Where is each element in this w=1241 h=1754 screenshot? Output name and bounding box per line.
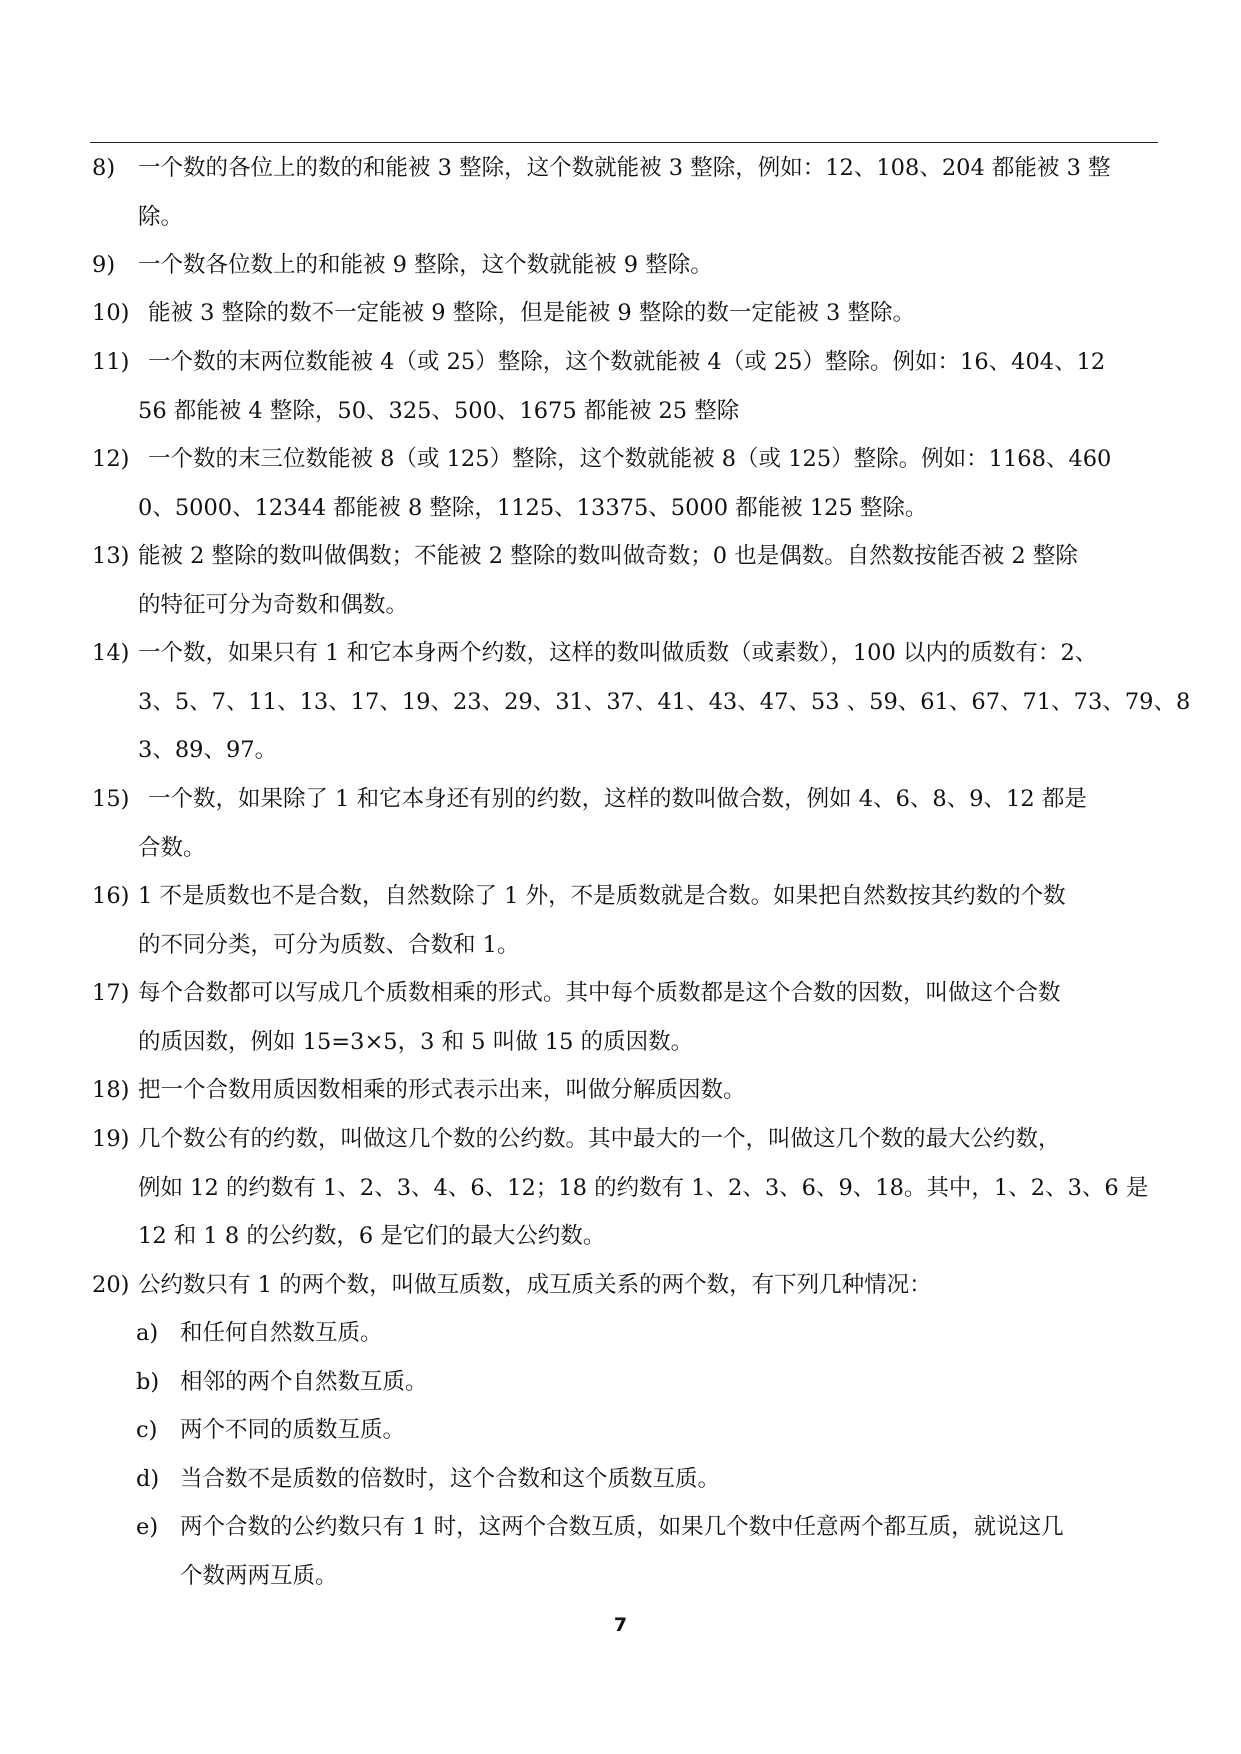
list-item-15 [92,775,1160,872]
item-text: 合数。 [138,834,206,861]
item-number: 18) [92,1077,130,1103]
sub-item-d [136,1455,1156,1503]
item-text: 3、89、97。 [138,737,278,763]
item-text: 把一个合数用质因数相乘的形式表示出来，叫做分解质因数。 [138,1077,746,1103]
item-text: 的特征可分为奇数和偶数。 [138,591,409,618]
item-number: 10) [92,300,130,326]
sub-item-text: 当合数不是质数的倍数时，这个合数和这个质数互质。 [180,1466,721,1492]
item-text: 1 不是质数也不是合数，自然数除了 1 外，不是质数就是合数。如果把自然数按其约数的个数 [138,883,1066,909]
list-item-14 [92,629,1191,775]
list-item-13 [92,532,1160,629]
item-number: 14) [92,640,130,666]
item-text: 除。 [138,203,184,230]
item-number: 15) [92,786,130,812]
sub-item-c [136,1406,1156,1454]
item-text: 例如 12 的约数有 1、2、3、4、6、12；18 的约数有 1、2、3、6、9、18。其中，1、2、3、6 是 [138,1174,1149,1201]
item-number: 13) [92,543,130,569]
sub-item-letter: d) [136,1466,160,1492]
item-text: 一个数各位数上的和能被 9 整除，这个数就能被 9 整除。 [138,252,713,278]
list-item-20 [92,1261,1160,1309]
item-text: 一个数的末两位数能被 4（或 25）整除，这个数就能被 4（或 25）整除。例如：16、404、12 [148,349,1106,375]
item-text: 的质因数，例如 15=3×5，3 和 5 叫做 15 的质因数。 [138,1028,694,1055]
header-rule [90,142,1158,143]
item-text: 一个数，如果除了 1 和它本身还有别的约数，这样的数叫做合数，例如 4、6、8、9、12 都是 [148,786,1087,812]
item-number: 9) [92,252,116,278]
sub-item-letter: a) [136,1320,159,1346]
sub-item-letter: b) [136,1369,160,1395]
sub-item-text: 两个不同的质数互质。 [180,1417,406,1443]
item-number: 8) [92,155,116,181]
sub-item-text: 两个合数的公约数只有 1 时，这两个合数互质，如果几个数中任意两个都互质，就说这几 [180,1514,1064,1540]
item-text: 一个数的各位上的数的和能被 3 整除，这个数就能被 3 整除，例如：12、108、204 都能被 3 整 [138,155,1111,181]
sub-item-b [136,1358,1156,1406]
sub-item-e [136,1503,1156,1600]
item-number: 11) [92,349,130,375]
item-text: 的不同分类，可分为质数、合数和 1。 [138,931,520,958]
sub-item-letter: e) [136,1514,159,1540]
list-item-16 [92,872,1160,969]
item-text: 0、5000、12344 都能被 8 整除，1125、13375、5000 都能被 125 整除。 [138,494,928,521]
item-text: 每个合数都可以写成几个质数相乘的形式。其中每个质数都是这个合数的因数，叫做这个合数 [138,980,1061,1006]
item-number: 16) [92,883,130,909]
sub-item-text: 个数两两互质。 [180,1562,338,1589]
list-item-12 [92,435,1160,532]
list-item-10 [92,289,1160,337]
item-number: 20) [92,1272,130,1298]
list-item-11 [92,338,1160,435]
sub-item-a [136,1309,1156,1357]
item-text: 一个数的末三位数能被 8（或 125）整除，这个数就能被 8（或 125）整除。例如：1168、460 [148,446,1112,472]
item-text: 12 和 1 8 的公约数，6 是它们的最大公约数。 [138,1223,606,1249]
item-text: 56 都能被 4 整除，50、325、500、1675 都能被 25 整除 [138,397,740,424]
list-item-17 [92,969,1160,1066]
item-text: 公约数只有 1 的两个数，叫做互质数，成互质关系的两个数，有下列几种情况： [138,1272,932,1298]
item-text: 一个数，如果只有 1 和它本身两个约数，这样的数叫做质数（或素数），100 以内的质数有：2、 [138,640,1098,666]
sub-item-letter: c) [136,1417,158,1443]
page-number: 7 [613,1614,628,1636]
item-number: 19) [92,1126,130,1152]
sub-item-text: 和任何自然数互质。 [180,1320,383,1346]
item-number: 17) [92,980,130,1006]
list-item-18 [92,1066,1160,1114]
list-item-8 [92,144,1160,241]
sub-item-text: 相邻的两个自然数互质。 [180,1369,428,1395]
item-text: 3、5、7、11、13、17、19、23、29、31、37、41、43、47、53 、59、61、67、71、73、79、8 [138,688,1191,715]
item-number: 12) [92,446,130,472]
list-item-19 [92,1115,1160,1261]
item-text: 能被 3 整除的数不一定能被 9 整除，但是能被 9 整除的数一定能被 3 整除。 [148,300,915,326]
item-text: 能被 2 整除的数叫做偶数；不能被 2 整除的数叫做奇数；0 也是偶数。自然数按能否被 2 整除 [138,543,1078,569]
list-item-9 [92,241,1160,289]
item-text: 几个数公有的约数，叫做这几个数的公约数。其中最大的一个，叫做这几个数的最大公约数， [138,1126,1061,1152]
